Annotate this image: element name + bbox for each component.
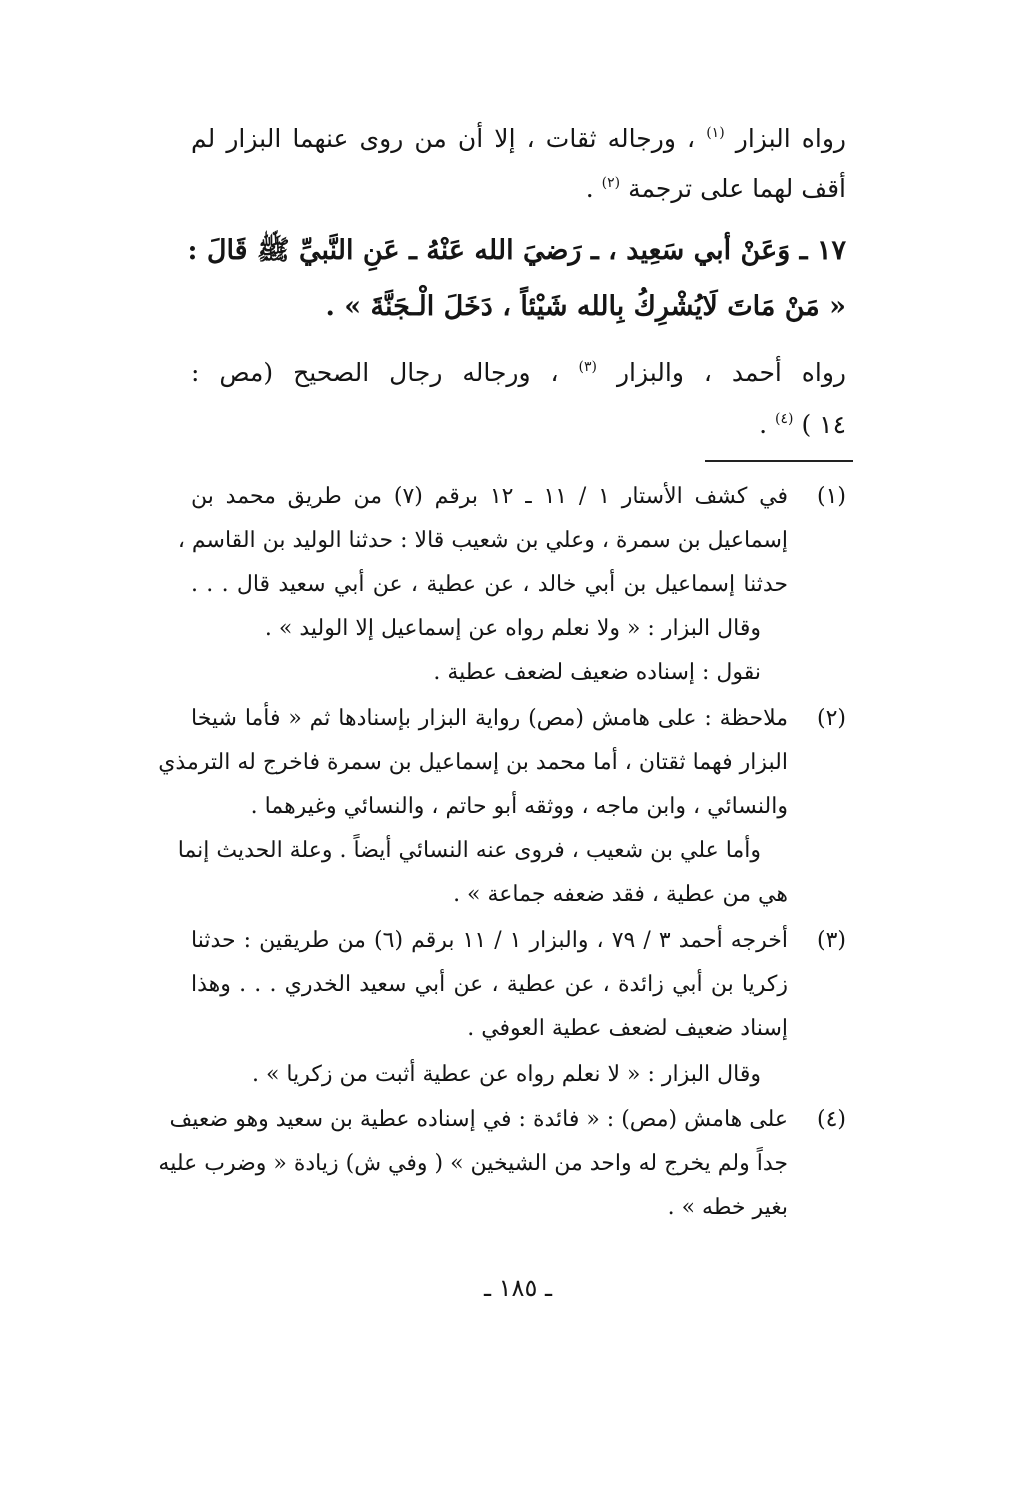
- text-line-1: رواه البزار $^{(١)}$ ، ورجاله ثقات ، إلا أن من روى عنهما البزار لم: [191, 124, 846, 153]
- footnote-ref-3: (٣): [578, 359, 597, 375]
- footnote-2-number: (٢): [816, 706, 846, 731]
- text-line-6: ١٤ ) $^{(٤)}$ .: [759, 410, 846, 439]
- footnote-1-line: إسماعيل بن سمرة ، وعلي بن شعيب قالا : حدثنا الوليد بن القاسم ،: [177, 528, 788, 553]
- text-line-2: أقف لهما على ترجمة $^{(٢)}$ .: [585, 174, 846, 203]
- footnote-4-line: بغير خطه » .: [667, 1195, 788, 1220]
- footnote-2-line: البزار فهما ثقتان ، أما محمد بن إسماعيل بن سمرة فاخرج له الترمذي: [158, 750, 788, 775]
- footnote-4-line: على هامش (مص) : « فائدة : في إسناده عطية بن سعيد وهو ضعيف: [169, 1107, 788, 1132]
- footnote-1-line: وقال البزار : « ولا نعلم رواه عن إسماعيل إلا الوليد » .: [264, 616, 761, 641]
- footnote-2-line: والنسائي ، وابن ماجه ، ووثقه أبو حاتم ، والنسائي وغيرهما .: [250, 794, 788, 819]
- footnote-3-line: إسناد ضعيف لضعف عطية العوفي .: [467, 1016, 788, 1041]
- footnote-2-line: هي من عطية ، فقد ضعفه جماعة » .: [453, 882, 788, 907]
- hadith-text: « مَنْ مَاتَ لَايُشْرِكُ بِالله شَيْئاً ، دَخَلَ الْـجَنَّةَ » .: [325, 291, 846, 322]
- text-line-5: رواه أحمد ، والبزار $^{(٣)}$ ، ورجاله رجال الصحيح (مص :: [191, 358, 847, 387]
- footnote-1-line: حدثنا إسماعيل بن أبي خالد ، عن عطية ، عن أبي سعيد قال . . .: [191, 572, 788, 597]
- footnote-3-line: زكريا بن أبي زائدة ، عن عطية ، عن أبي سعيد الخدري . . . وهذا: [191, 972, 788, 997]
- footnote-2-line: ملاحظة : على هامش (مص) رواية البزار بإسنادها ثم « فأما شيخا: [191, 706, 788, 731]
- hadith-heading: ١٧ ـ وَعَنْ أبي سَعِيد ، ـ رَضيَ الله عَنْهُ ـ عَنِ النَّبيِّ ﷺ قَالَ :: [187, 235, 846, 266]
- footnote-1-line: نقول : إسناده ضعيف لضعف عطية .: [433, 660, 761, 685]
- footnote-separator: [705, 460, 853, 462]
- page-number: ـ ١٨٥ ـ: [483, 1274, 552, 1302]
- footnote-4-number: (٤): [816, 1107, 846, 1132]
- footnote-3-line: أخرجه أحمد ٣ / ٧٩ ، والبزار ١ / ١١ برقم (٦) من طريقين : حدثنا: [191, 928, 788, 953]
- footnote-1-number: (١): [816, 484, 846, 509]
- footnote-ref-4: (٤): [775, 411, 794, 427]
- footnote-3-line: وقال البزار : « لا نعلم رواه عن عطية أثبت من زكريا » .: [251, 1062, 761, 1087]
- footnote-2-line: وأما علي بن شعيب ، فروى عنه النسائي أيضاً . وعلة الحديث إنما: [177, 838, 761, 863]
- footnote-ref-2: (٢): [601, 175, 621, 191]
- footnote-ref-1: (١): [706, 125, 725, 141]
- footnote-1-line: في كشف الأستار ١ / ١١ ـ ١٢ برقم (٧) من طريق محمد بن: [191, 484, 789, 509]
- footnote-4-line: جداً ولم يخرج له واحد من الشيخين » ( وفي ش) زيادة « وضرب عليه: [158, 1151, 788, 1176]
- footnote-3-number: (٣): [816, 928, 846, 953]
